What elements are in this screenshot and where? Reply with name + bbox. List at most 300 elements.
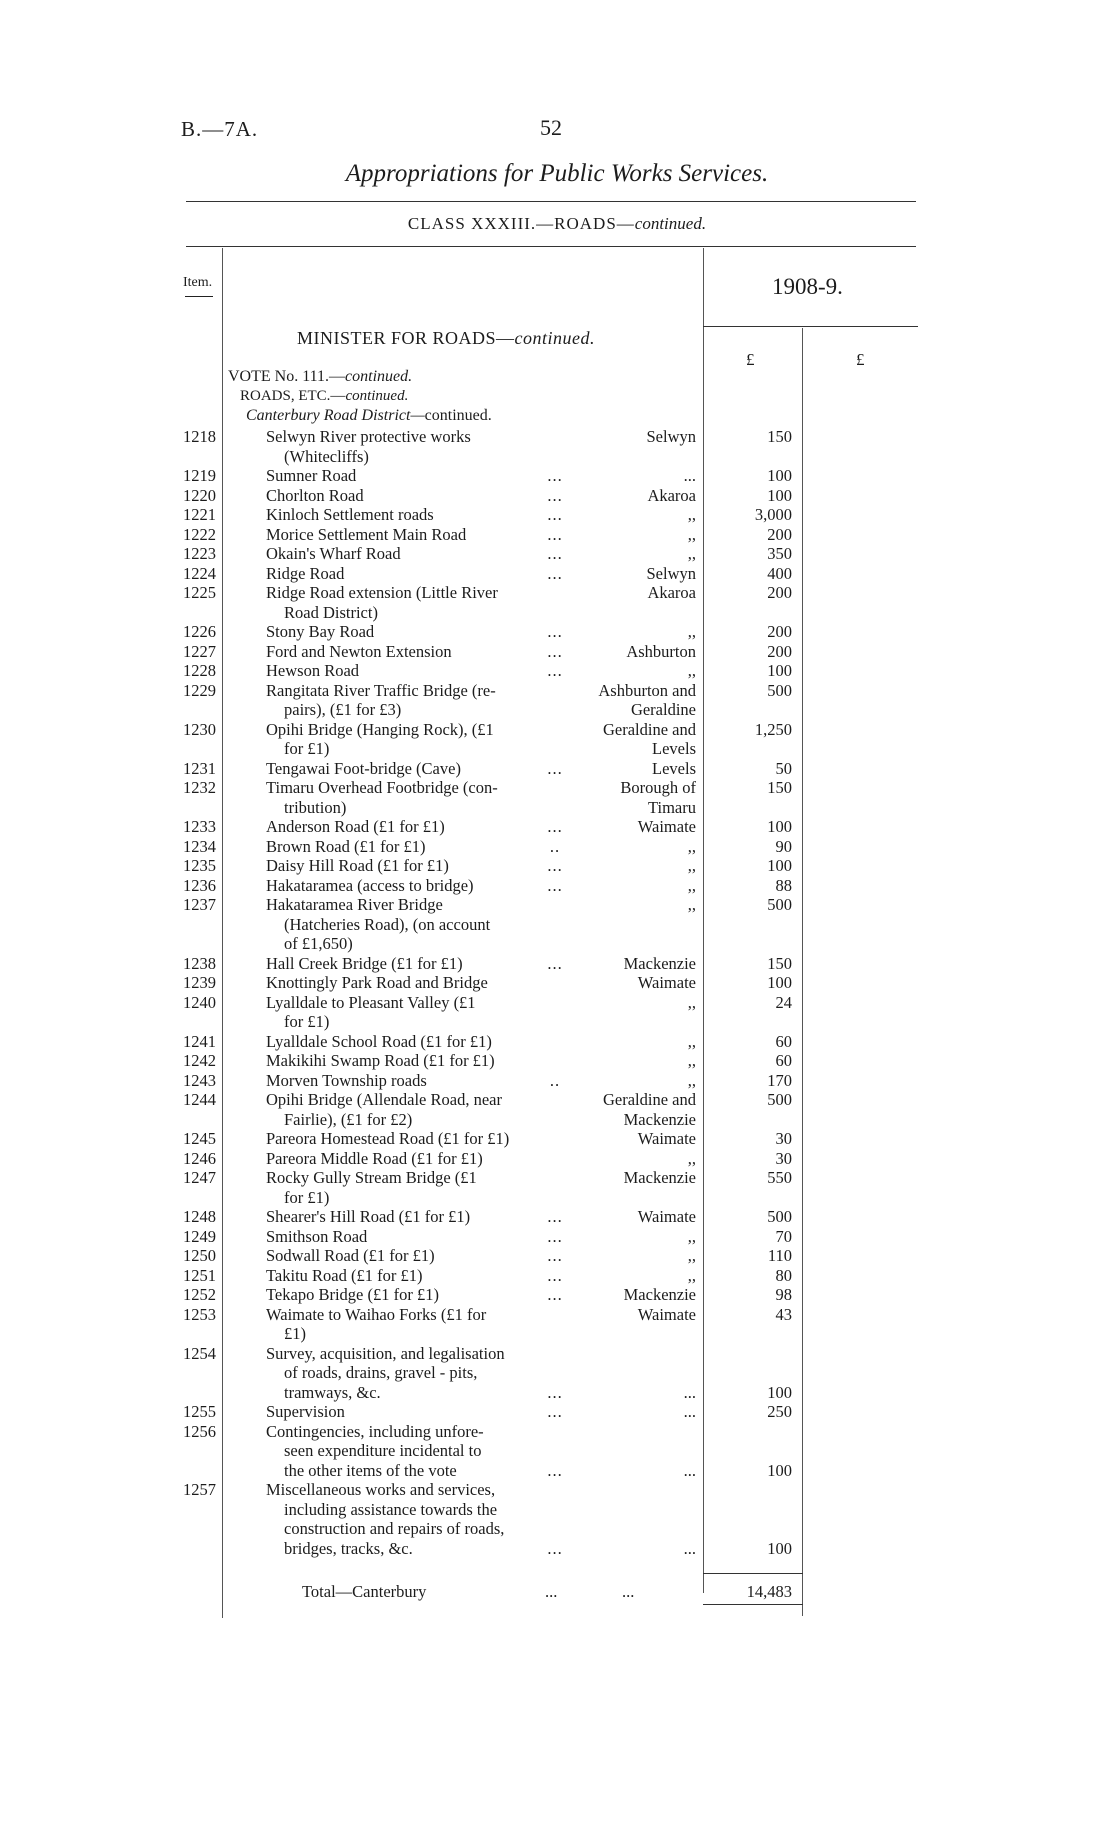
description-line: pairs), (£1 for £3): [284, 700, 402, 719]
item-number: 1252: [183, 1285, 216, 1304]
electoral-district: [580, 993, 696, 1013]
item-amount: 150: [767, 427, 792, 446]
leader-dots: ..: [549, 1070, 561, 1090]
district-line: Waimate: [637, 1304, 696, 1324]
item-description: [266, 973, 566, 993]
item-amount: 400: [767, 563, 792, 583]
leader-dots: ...: [547, 875, 563, 895]
district-line: Selwyn: [646, 563, 696, 583]
electoral-district: [580, 1090, 696, 1129]
description-line: Chorlton Road: [266, 485, 364, 505]
item-description: [266, 1402, 566, 1422]
item-number: 1230: [183, 719, 216, 739]
item-description: [266, 505, 566, 525]
item-number: 1221: [183, 505, 216, 524]
item-amount: 100: [767, 1382, 792, 1402]
description-line: seen expenditure incidental to: [284, 1441, 482, 1460]
leader-dots: ..: [549, 836, 561, 856]
electoral-district: [580, 837, 696, 857]
description-line: Hewson Road: [266, 661, 360, 680]
item-number: 1229: [183, 680, 216, 700]
electoral-district: [580, 856, 696, 876]
district-line: Timaru: [648, 797, 696, 817]
item-amount: 350: [767, 544, 792, 563]
district-line: Borough of: [620, 778, 696, 797]
item-amount: 100: [767, 817, 792, 836]
description-line: Daisy Hill Road (£1 for £1): [266, 856, 449, 875]
description-line: Takitu Road (£1 for £1): [266, 1265, 423, 1285]
electoral-district: [580, 525, 696, 545]
page-title: Appropriations for Public Works Services.: [345, 160, 769, 187]
item-amount: 170: [767, 1070, 792, 1090]
item-column-label: Item.: [183, 275, 213, 290]
item-description: [266, 642, 566, 662]
total-top-rule: [703, 1573, 803, 1574]
item-description: [266, 1149, 566, 1169]
district-heading-continued: continued.: [424, 407, 492, 424]
district-line: Mackenzie: [623, 1285, 696, 1304]
electoral-district: [580, 895, 696, 915]
leader-dots: ...: [547, 817, 563, 836]
district-line: ,,: [687, 1070, 696, 1090]
item-amount: 500: [767, 1207, 792, 1226]
district-line: ,,: [687, 1246, 696, 1265]
electoral-district: [580, 681, 696, 720]
item-amount: 60: [775, 1051, 792, 1070]
item-number: 1245: [183, 1129, 216, 1148]
district-line: ,,: [687, 622, 696, 641]
amount-column-left-rule: [703, 248, 704, 1593]
item-amount: 88: [775, 875, 792, 895]
item-description: [266, 466, 566, 486]
item-description: [266, 1305, 566, 1344]
district-line: Waimate: [637, 817, 696, 836]
district-line: Waimate: [637, 1207, 696, 1226]
item-amount: 100: [767, 485, 792, 505]
vote-heading-continued: continued.: [345, 368, 413, 385]
leader-dots: ...: [547, 466, 563, 485]
item-amount: 100: [767, 1460, 792, 1480]
district-line: Akaroa: [647, 583, 696, 602]
item-description: [266, 1344, 566, 1403]
item-number: 1232: [183, 778, 216, 797]
description-line: bridges, tracks, &c.: [284, 1538, 413, 1558]
class-heading: [0, 214, 1114, 234]
district-line: Mackenzie: [623, 1168, 696, 1187]
leader-dots: ...: [547, 544, 563, 563]
item-amount: 200: [767, 641, 792, 661]
description-line: Lyalldale School Road (£1 for £1): [266, 1031, 492, 1051]
page-number: 52: [540, 115, 562, 140]
item-description: [266, 1168, 566, 1207]
item-number: 1257: [183, 1480, 216, 1499]
district-line: ,,: [687, 1031, 696, 1051]
description-line: Miscellaneous works and services,: [266, 1480, 496, 1499]
item-number: 1237: [183, 895, 216, 914]
item-number: 1218: [183, 427, 216, 446]
district-line: ,,: [687, 661, 696, 680]
item-number: 1255: [183, 1402, 216, 1421]
pound-sign-left: £: [746, 350, 755, 369]
item-amount: 24: [775, 992, 792, 1012]
item-description: [266, 817, 566, 837]
description-line: construction and repairs of roads,: [284, 1519, 505, 1538]
district-line: ,,: [687, 505, 696, 524]
leader-dots: ...: [547, 953, 563, 973]
description-line: Road District): [284, 602, 378, 622]
district-line: ,,: [687, 524, 696, 544]
item-description: [266, 856, 566, 876]
item-description: [266, 525, 566, 545]
item-amount: 70: [775, 1226, 792, 1246]
leader-dots: ...: [547, 661, 563, 680]
description-line: Contingencies, including unfore-: [266, 1421, 484, 1441]
item-amount: 90: [775, 836, 792, 856]
description-line: (Whitecliffs): [284, 446, 369, 466]
electoral-district: [580, 876, 696, 896]
district-line: Selwyn: [646, 427, 696, 446]
district-line: ...: [683, 1538, 696, 1558]
electoral-district: [580, 1461, 696, 1481]
item-amount: 98: [775, 1285, 792, 1304]
vote-heading: [228, 368, 412, 386]
description-line: (Hatcheries Road), (on account: [284, 914, 491, 934]
item-description: [266, 1090, 566, 1129]
electoral-district: [580, 661, 696, 681]
description-line: Ridge Road: [266, 563, 345, 583]
minister-heading: [297, 328, 595, 349]
description-line: Waimate to Waihao Forks (£1 for: [266, 1304, 487, 1324]
item-amount: 200: [767, 583, 792, 602]
item-description: [266, 681, 566, 720]
electoral-district: [580, 583, 696, 603]
electoral-district: [580, 1168, 696, 1188]
item-description: [266, 1246, 566, 1266]
electoral-district: [580, 466, 696, 486]
district-line: Geraldine and: [603, 719, 696, 739]
item-description: [266, 1266, 566, 1286]
district-line: ,,: [687, 875, 696, 895]
electoral-district: [580, 778, 696, 817]
electoral-district: [580, 817, 696, 837]
item-number: 1227: [183, 641, 216, 661]
district-line: ,,: [687, 856, 696, 875]
item-amount: 80: [775, 1265, 792, 1285]
district-line: Akaroa: [647, 485, 696, 505]
item-number: 1234: [183, 836, 216, 856]
item-amount: 150: [767, 953, 792, 973]
description-line: Timaru Overhead Footbridge (con-: [266, 778, 498, 797]
item-amount: 110: [767, 1246, 792, 1265]
description-line: Hakataramea River Bridge: [266, 895, 443, 914]
item-description: [266, 993, 566, 1032]
district-line: Geraldine and: [603, 1090, 696, 1109]
item-number: 1231: [183, 758, 216, 778]
electoral-district: [580, 1071, 696, 1091]
description-line: Tekapo Bridge (£1 for £1): [266, 1285, 439, 1304]
minister-heading-continued: continued.: [514, 328, 596, 348]
description-line: Knottingly Park Road and Bridge: [266, 973, 488, 992]
item-amount: 3,000: [754, 505, 792, 524]
description-line: Morven Township roads: [266, 1070, 427, 1090]
item-number: 1226: [183, 622, 216, 641]
description-line: Hakataramea (access to bridge): [266, 875, 474, 895]
description-line: Rangitata River Traffic Bridge (re-: [266, 680, 496, 700]
item-number: 1238: [183, 953, 216, 973]
total-bottom-rule: [703, 1604, 803, 1605]
item-amount: 43: [775, 1304, 792, 1324]
district-line: Geraldine: [630, 700, 696, 719]
item-description: [266, 1227, 566, 1247]
leader-dots: ...: [547, 1382, 563, 1402]
electoral-district: [580, 1129, 696, 1149]
description-line: Lyalldale to Pleasant Valley (£1: [266, 992, 476, 1012]
item-description: [266, 622, 566, 642]
description-line: of roads, drains, gravel - pits,: [284, 1363, 478, 1382]
item-number: 1243: [183, 1070, 216, 1090]
description-line: Sodwall Road (£1 for £1): [266, 1246, 435, 1265]
amount-column-mid-rule: [802, 328, 803, 1616]
report-reference: B.—7A.: [181, 117, 259, 141]
description-line: for £1): [284, 1012, 330, 1031]
electoral-district: [580, 1207, 696, 1227]
item-number: 1225: [183, 583, 216, 602]
item-number: 1222: [183, 524, 216, 544]
district-line: ,,: [687, 1051, 696, 1070]
electoral-district: [580, 622, 696, 642]
district-line: ...: [683, 1382, 696, 1402]
description-line: Ford and Newton Extension: [266, 641, 452, 661]
table-top-rule: [186, 246, 916, 247]
district-line: Waimate: [637, 973, 696, 992]
leader-dots: ...: [547, 505, 563, 524]
leader-dots: ...: [547, 1207, 563, 1226]
item-description: [266, 954, 566, 974]
item-number: 1233: [183, 817, 216, 836]
leader-dots: ...: [547, 622, 563, 641]
description-line: Shearer's Hill Road (£1 for £1): [266, 1207, 471, 1226]
leader-dots: ...: [547, 1285, 563, 1304]
description-line: Smithson Road: [266, 1226, 368, 1246]
electoral-district: [580, 486, 696, 506]
description-line: Okain's Wharf Road: [266, 544, 401, 563]
electoral-district: [580, 1149, 696, 1169]
item-amount: 500: [767, 1090, 792, 1109]
description-line: Fairlie), (£1 for £2): [284, 1109, 413, 1129]
leader-dots: ...: [547, 1538, 563, 1558]
leader-dots: ...: [547, 524, 563, 544]
description-line: for £1): [284, 739, 330, 758]
item-amount: 60: [775, 1031, 792, 1051]
electoral-district: [580, 1246, 696, 1266]
district-heading: [246, 407, 492, 425]
leader-dots: ...: [547, 641, 563, 661]
item-description: [266, 1480, 566, 1558]
item-number: 1239: [183, 973, 216, 992]
district-line: ,,: [687, 1265, 696, 1285]
description-line: Brown Road (£1 for £1): [266, 836, 426, 856]
description-line: Opihi Bridge (Hanging Rock), (£1: [266, 719, 494, 739]
total-label: Total—Canterbury: [302, 1582, 427, 1601]
electoral-district: [580, 1285, 696, 1305]
description-line: tramways, &c.: [284, 1382, 381, 1402]
item-description: [266, 583, 566, 622]
description-line: Sumner Road: [266, 466, 357, 485]
description-line: Pareora Homestead Road (£1 for £1): [266, 1129, 510, 1148]
item-number: 1220: [183, 485, 216, 505]
item-description: [266, 1285, 566, 1305]
minister-heading-text: MINISTER FOR ROADS—: [297, 328, 515, 348]
description-line: the other items of the vote: [284, 1460, 457, 1480]
item-amount: 30: [775, 1148, 792, 1168]
electoral-district: [580, 1266, 696, 1286]
electoral-district: [580, 505, 696, 525]
item-number: 1254: [183, 1343, 216, 1363]
item-number: 1244: [183, 1090, 216, 1109]
vote-heading-text: VOTE No. 111.—: [228, 368, 346, 385]
district-line: ...: [683, 466, 696, 485]
title-rule: [186, 201, 916, 202]
leader-dots: ...: [547, 1246, 563, 1265]
item-description: [266, 720, 566, 759]
item-label-dash: [185, 296, 213, 297]
item-number: 1241: [183, 1031, 216, 1051]
description-line: Makikihi Swamp Road (£1 for £1): [266, 1051, 495, 1070]
item-amount: 550: [767, 1168, 792, 1187]
item-amount: 50: [775, 758, 792, 778]
item-description: [266, 661, 566, 681]
description-line: Kinloch Settlement roads: [266, 505, 434, 524]
description-line: Selwyn River protective works: [266, 427, 471, 446]
item-number: 1242: [183, 1051, 216, 1070]
item-amount: 100: [767, 973, 792, 992]
item-description: [266, 427, 566, 466]
leader-dots: ...: [547, 856, 563, 875]
item-description: [266, 876, 566, 896]
item-description: [266, 1032, 566, 1052]
electoral-district: [580, 954, 696, 974]
electoral-district: [580, 427, 696, 447]
item-number: 1219: [183, 466, 216, 485]
item-amount: 500: [767, 895, 792, 914]
item-amount: 100: [767, 661, 792, 680]
district-line: Ashburton: [626, 641, 696, 661]
pound-sign-right: £: [856, 350, 865, 369]
description-line: for £1): [284, 1187, 330, 1207]
description-line: Morice Settlement Main Road: [266, 524, 467, 544]
description-line: of £1,650): [284, 934, 353, 953]
item-amount: 200: [767, 524, 792, 544]
item-description: [266, 1071, 566, 1091]
district-line: ,,: [687, 992, 696, 1012]
item-description: [266, 544, 566, 564]
electoral-district: [580, 1227, 696, 1247]
district-line: ,,: [687, 1148, 696, 1168]
item-number: 1251: [183, 1265, 216, 1285]
electoral-district: [580, 759, 696, 779]
leader-dots: ...: [547, 1265, 563, 1285]
item-description: [266, 564, 566, 584]
item-number: 1236: [183, 875, 216, 895]
description-line: Tengawai Foot-bridge (Cave): [266, 758, 461, 778]
item-number: 1240: [183, 992, 216, 1012]
item-description: [266, 1129, 566, 1149]
leader-dots: ...: [547, 485, 563, 505]
electoral-district: [580, 1051, 696, 1071]
district-line: ,,: [687, 544, 696, 563]
electoral-district: [580, 564, 696, 584]
item-number: 1224: [183, 563, 216, 583]
item-description: [266, 895, 566, 954]
item-amount: 100: [767, 856, 792, 875]
electoral-district: [580, 1032, 696, 1052]
item-description: [266, 778, 566, 817]
year-heading: 1908-9.: [772, 274, 843, 299]
leader-dots: ...: [547, 1226, 563, 1246]
description-line: Anderson Road (£1 for £1): [266, 817, 445, 836]
item-number: 1248: [183, 1207, 216, 1226]
item-amount: 30: [775, 1129, 792, 1148]
description-line: Pareora Middle Road (£1 for £1): [266, 1148, 483, 1168]
description-line: Stony Bay Road: [266, 622, 375, 641]
class-heading-continued: continued.: [634, 214, 707, 233]
item-amount: 500: [767, 680, 792, 700]
electoral-district: [580, 1383, 696, 1403]
district-line: ,,: [687, 1226, 696, 1246]
district-line: Waimate: [637, 1129, 696, 1148]
description-line: tribution): [284, 797, 347, 817]
item-number: 1253: [183, 1304, 216, 1324]
year-header-rule: [703, 326, 918, 327]
electoral-district: [580, 1539, 696, 1559]
electoral-district: [580, 544, 696, 564]
item-amount: 100: [767, 466, 792, 485]
item-number: 1250: [183, 1246, 216, 1265]
item-amount: 150: [767, 778, 792, 797]
total-dots-2: ...: [622, 1582, 635, 1601]
item-description: [266, 759, 566, 779]
electoral-district: [580, 973, 696, 993]
district-line: Mackenzie: [623, 1109, 696, 1129]
roads-heading: [240, 388, 408, 405]
district-line: ...: [683, 1460, 696, 1480]
leader-dots: ...: [547, 563, 563, 583]
description-line: including assistance towards the: [284, 1499, 498, 1519]
electoral-district: [580, 1402, 696, 1422]
item-description: [266, 837, 566, 857]
item-number: 1223: [183, 544, 216, 563]
item-description: [266, 1051, 566, 1071]
item-amount: 250: [767, 1402, 792, 1421]
item-number: 1228: [183, 661, 216, 680]
electoral-district: [580, 1305, 696, 1325]
district-line: Mackenzie: [623, 953, 696, 973]
district-line: ,,: [687, 836, 696, 856]
description-line: £1): [284, 1324, 306, 1343]
total-dots-1: ...: [545, 1582, 558, 1601]
leader-dots: ...: [547, 1460, 563, 1480]
total-amount: 14,483: [746, 1582, 792, 1601]
description-line: Survey, acquisition, and legalisation: [266, 1343, 505, 1363]
leader-dots: ...: [547, 1402, 563, 1421]
item-description: [266, 1422, 566, 1481]
item-description: [266, 1207, 566, 1227]
electoral-district: [580, 720, 696, 759]
district-line: Ashburton and: [598, 680, 696, 700]
roads-heading-text: ROADS, ETC.—: [240, 388, 346, 404]
district-line: Levels: [652, 739, 696, 758]
district-line: ,,: [687, 895, 696, 914]
